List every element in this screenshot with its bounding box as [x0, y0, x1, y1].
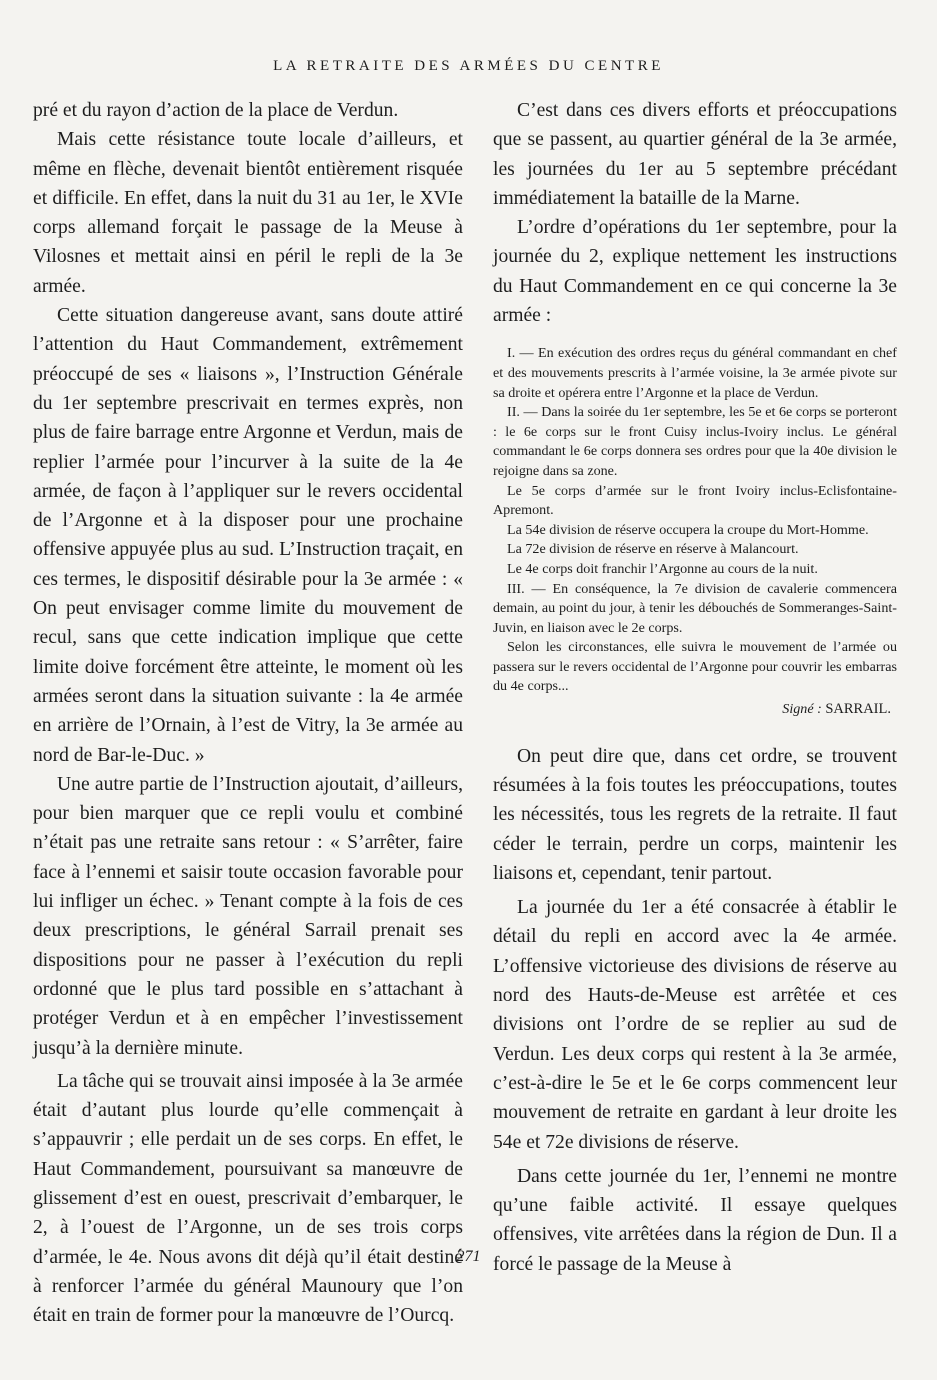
order-signature — [493, 700, 897, 720]
paragraph: Une autre partie de l’Instruction ajoutait, d’ailleurs, pour bien marquer que ce repli voulu et combiné n’était pas une retraite sans retour : « S’arrêter, faire face à l’ennemi et saisir toute occasion favorable pour lui infliger un échec. » Tenant compte à la fois de ces deux prescriptions, le général Sarrail prenait ses dispositions pour ne passer à l’exécution du repli ordonné que le plus tard possible en s’attachant à protéger Verdun et à en empêcher l’investissement jusqu’à la dernière minute. — [33, 773, 463, 1059]
signed-name: SARRAIL. — [825, 701, 891, 718]
paragraph: Mais cette résistance toute locale d’ailleurs, et même en flèche, devenait bientôt entièrement risquée et difficile. En effet, dans la nuit du 31 au 1er, le XVIe corps allemand forçait le passage de la Meuse à Vilosnes et mettait ainsi en péril le repli de la 3e armée. — [33, 129, 463, 297]
paragraph: La tâche qui se trouvait ainsi imposée à la 3e armée était d’autant plus lourde qu’elle commençait à s’appauvrir ; elle perdait un de ses corps. En effet, le Haut Commandement, poursuivant sa manœuvre de glissement d’est en ouest, prescrivait d’embarquer, le 2, à l’ouest de l’Argonne, un de ses trois corps d’armée, le 4e. Nous avons dit déjà qu’il était destiné à renforcer l’armée du général Maunoury que l’on était en train de former pour la manœuvre de l’Ourcq. — [33, 1070, 463, 1327]
page-number: 271 — [456, 1248, 481, 1265]
paragraph: Dans cette journée du 1er, l’ennemi ne montre qu’une faible activité. Il essaye quelques offensives, vite arrêtées dans la région de Dun. Il a forcé le passage de la Meuse à — [493, 1165, 897, 1275]
order-paragraph: II. — Dans la soirée du 1er septembre, les 5e et 6e corps se porteront : le 6e corps sur le front Cuisy inclus-Ivoiry inclus. Le général commandant le 6e corps donnera ses ordres pour que la 40e division le rejoigne dans sa zone. — [493, 404, 897, 479]
order-paragraph: La 72e division de réserve en réserve à Malancourt. — [507, 541, 799, 558]
order-paragraph: Le 5e corps d’armée sur le front Ivoiry inclus-Eclisfontaine-Apremont. — [493, 482, 897, 519]
signed-label: Signé : — [782, 701, 822, 718]
operations-order-quote — [493, 344, 897, 719]
order-paragraph: La 54e division de réserve occupera la croupe du Mort-Homme. — [507, 521, 869, 538]
paragraph: On peut dire que, dans cet ordre, se trouvent résumées à la fois toutes les préoccupations, toutes les nécessités, tous les regrets de la retraite. Il faut céder le terrain, perdre un corps, maintenir les liaisons et, cependant, tenir partout. — [493, 745, 897, 884]
right-column — [493, 96, 897, 1279]
paragraph: La journée du 1er a été consacrée à établir le détail du repli en accord avec la 4e armée. L’offensive victorieuse des divisions de réserve au nord des Hauts-de-Meuse est arrêtée et ces divisions ont l’ordre de se replier au sud de Verdun. Les deux corps qui restent à la 3e armée, c’est-à-dire le 5e et le 6e corps commencent leur mouvement de retraite en gardant à leur droite les 54e et 72e divisions de réserve. — [493, 897, 897, 1153]
order-paragraph: Le 4e corps doit franchir l’Argonne au cours de la nuit. — [507, 560, 818, 577]
paragraph: pré et du rayon d’action de la place de Verdun. — [33, 100, 399, 121]
order-paragraph: III. — En conséquence, la 7e division de cavalerie commencera demain, au point du jour, à tenir les débouchés de Sommeranges-Saint-Juvin, en liaison avec le 2e corps. — [493, 580, 897, 636]
left-column — [33, 96, 463, 1330]
running-head: LA RETRAITE DES ARMÉES DU CENTRE — [273, 58, 664, 74]
order-paragraph: I. — En exécution des ordres reçus du général commandant en chef et des mouvements prescrits à l’armée voisine, la 3e armée pivote sur sa droite et opérera entre l’Argonne et la place de Verdun. — [493, 345, 897, 401]
order-paragraph: Selon les circonstances, elle suivra le mouvement de l’armée ou passera sur le revers occidental de l’Argonne pour couvrir les embarras du 4e corps... — [493, 639, 897, 695]
paragraph: Cette situation dangereuse avant, sans doute attiré l’attention du Haut Commandement, extrêmement préoccupé de ses « liaisons », l’Instruction Générale du 1er septembre prescrivait en termes exprès, non plus de faire barrage entre Argonne et Verdun, mais de replier l’armée pour l’incurver à la suite de la 4e armée, de façon à l’appliquer sur le revers occidental de l’Argonne et à la disposer pour une prochaine offensive appuyée plus au sud. L’Instruction traçait, en ces termes, le dispositif désirable pour la 3e armée : « On peut envisager comme limite du mouvement de recul, sans que cette indication implique que cette limite doive forcément être atteinte, le moment où les armées seront dans la situation suivante : la 4e armée en arrière de l’Ornain, à l’est de Vitry, la 3e armée au nord de Bar-le-Duc. » — [33, 305, 463, 766]
paragraph: C’est dans ces divers efforts et préoccupations que se passent, au quartier général de la 3e armée, les journées du 1er au 5 septembre précédant immédiatement la bataille de la Marne. — [493, 100, 897, 209]
paragraph: L’ordre d’opérations du 1er septembre, pour la journée du 2, explique nettement les instructions du Haut Commandement en ce qui concerne la 3e armée : — [493, 217, 897, 327]
